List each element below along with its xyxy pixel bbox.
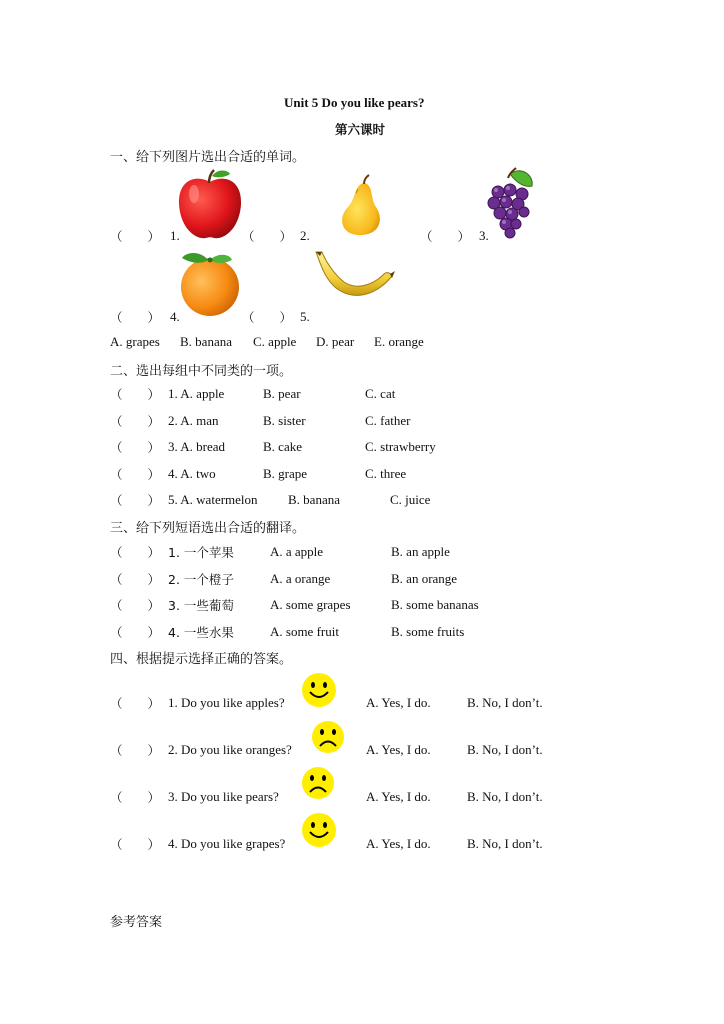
option-label: E. orange bbox=[374, 334, 424, 349]
phrase-question: 1. 一个苹果 bbox=[168, 545, 234, 560]
choice-a: A. Yes, I do. bbox=[366, 695, 431, 710]
sad-face-icon bbox=[301, 766, 335, 800]
choice-a: A. Yes, I do. bbox=[366, 789, 431, 804]
answer-blank[interactable]: （ ） bbox=[110, 229, 161, 244]
answer-blank[interactable]: （ ） bbox=[242, 229, 293, 244]
choice-a: 3. A. bread bbox=[168, 439, 226, 454]
answer-blank[interactable]: （ ） bbox=[110, 743, 161, 758]
choice-a: A. Yes, I do. bbox=[366, 742, 431, 757]
choice-b: B. grape bbox=[263, 466, 308, 481]
answer-blank[interactable]: （ ） bbox=[110, 440, 161, 455]
answer-blank[interactable]: （ ） bbox=[242, 310, 293, 325]
choice-b: B. an orange bbox=[391, 571, 458, 586]
choice-b: B. No, I don’t. bbox=[467, 742, 543, 757]
choice-b: B. No, I don’t. bbox=[467, 789, 543, 804]
answer-blank[interactable]: （ ） bbox=[110, 310, 161, 325]
question-text: 4. Do you like grapes? bbox=[168, 836, 286, 851]
option-label: D. pear bbox=[316, 334, 355, 349]
answers-heading: 参考答案 bbox=[110, 915, 163, 930]
choice-b: B. banana bbox=[288, 492, 340, 507]
pear-icon bbox=[336, 175, 386, 237]
banana-icon bbox=[312, 250, 396, 302]
phrase-question: 4. 一些水果 bbox=[168, 625, 234, 640]
option-label: A. grapes bbox=[110, 334, 160, 349]
choice-a: A. a apple bbox=[270, 544, 324, 559]
apple-icon bbox=[176, 168, 244, 240]
answer-blank[interactable]: （ ） bbox=[110, 467, 161, 482]
choice-a: A. some fruit bbox=[270, 624, 339, 639]
sad-face-icon bbox=[311, 720, 345, 754]
section1-heading: 一、给下列图片选出合适的单词。 bbox=[110, 150, 306, 165]
choice-c: C. cat bbox=[365, 386, 396, 401]
item-number: 2. bbox=[300, 228, 310, 243]
item-number: 5. bbox=[300, 309, 310, 324]
answer-blank[interactable]: （ ） bbox=[110, 625, 161, 640]
item-number: 3. bbox=[479, 228, 489, 243]
section4-heading: 四、根据提示选择正确的答案。 bbox=[110, 652, 293, 667]
choice-b: B. No, I don’t. bbox=[467, 836, 543, 851]
grapes-icon bbox=[486, 168, 538, 240]
choice-b: B. an apple bbox=[391, 544, 450, 559]
choice-b: B. some fruits bbox=[391, 624, 465, 639]
answer-blank[interactable]: （ ） bbox=[110, 837, 161, 852]
choice-a: 4. A. two bbox=[168, 466, 216, 481]
option-label: C. apple bbox=[253, 334, 297, 349]
choice-b: B. pear bbox=[263, 386, 301, 401]
orange-icon bbox=[178, 250, 242, 316]
item-number: 4. bbox=[170, 309, 180, 324]
answer-blank[interactable]: （ ） bbox=[110, 493, 161, 508]
question-text: 3. Do you like pears? bbox=[168, 789, 279, 804]
choice-a: A. some grapes bbox=[270, 597, 351, 612]
answer-blank[interactable]: （ ） bbox=[110, 598, 161, 613]
phrase-question: 2. 一个橙子 bbox=[168, 572, 234, 587]
page-title: Unit 5 Do you like pears? bbox=[284, 95, 425, 110]
choice-c: C. strawberry bbox=[365, 439, 436, 454]
choice-b: B. No, I don’t. bbox=[467, 695, 543, 710]
answer-blank[interactable]: （ ） bbox=[110, 414, 161, 429]
question-text: 1. Do you like apples? bbox=[168, 695, 285, 710]
answer-blank[interactable]: （ ） bbox=[420, 229, 471, 244]
choice-b: B. some bananas bbox=[391, 597, 479, 612]
choice-a: A. a orange bbox=[270, 571, 331, 586]
choice-a: A. Yes, I do. bbox=[366, 836, 431, 851]
item-number: 1. bbox=[170, 228, 180, 243]
answer-blank[interactable]: （ ） bbox=[110, 790, 161, 805]
choice-a: 5. A. watermelon bbox=[168, 492, 258, 507]
choice-a: 1. A. apple bbox=[168, 386, 225, 401]
choice-a: 2. A. man bbox=[168, 413, 219, 428]
answer-blank[interactable]: （ ） bbox=[110, 696, 161, 711]
choice-c: C. juice bbox=[390, 492, 431, 507]
choice-b: B. cake bbox=[263, 439, 302, 454]
answer-blank[interactable]: （ ） bbox=[110, 387, 161, 402]
section2-heading: 二、选出每组中不同类的一项。 bbox=[110, 364, 293, 379]
choice-c: C. father bbox=[365, 413, 411, 428]
answer-blank[interactable]: （ ） bbox=[110, 545, 161, 560]
happy-face-icon bbox=[301, 672, 337, 708]
phrase-question: 3. 一些葡萄 bbox=[168, 598, 234, 613]
page-subtitle: 第六课时 bbox=[335, 122, 386, 137]
section3-heading: 三、给下列短语选出合适的翻译。 bbox=[110, 521, 306, 536]
happy-face-icon bbox=[301, 812, 337, 848]
choice-c: C. three bbox=[365, 466, 407, 481]
option-label: B. banana bbox=[180, 334, 232, 349]
answer-blank[interactable]: （ ） bbox=[110, 572, 161, 587]
question-text: 2. Do you like oranges? bbox=[168, 742, 292, 757]
choice-b: B. sister bbox=[263, 413, 306, 428]
